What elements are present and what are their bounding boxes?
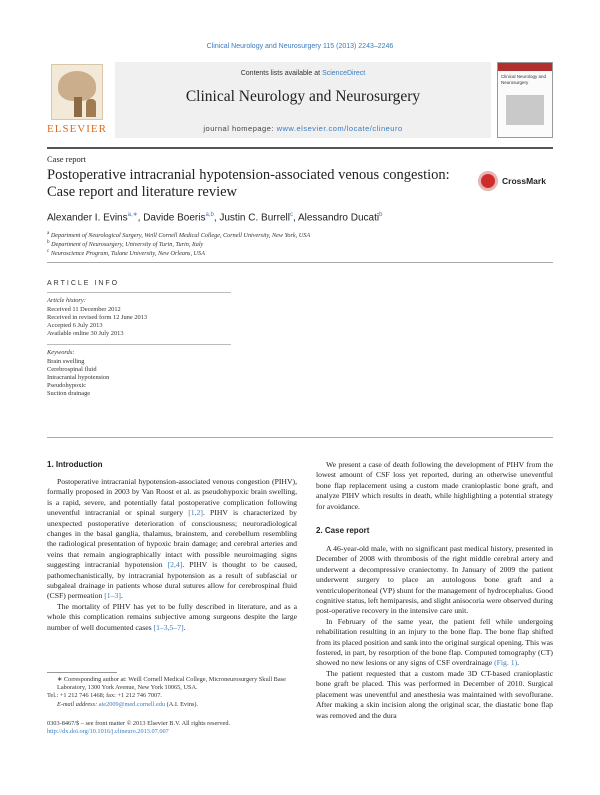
article-type: Case report	[47, 154, 86, 164]
journal-banner	[115, 62, 491, 138]
elsevier-logo[interactable]	[47, 62, 107, 138]
homepage-prefix: journal homepage:	[203, 124, 277, 133]
keyword: Pseudohypoxic	[47, 382, 87, 389]
footnote-divider	[47, 672, 117, 673]
contents-line	[115, 70, 491, 77]
case-paragraph: In February of the same year, the patient fell while undergoing rehabilitation resulting in an injury to the bone flap. The bone flap shifted from its placed position and sank into the original surgical opening. This was fostered, in part, by resorption of the bone flap. Computed tomography (CT) showed no new lesions or any signs of CSF overdrainage (Fig. 1).	[316, 616, 553, 668]
footnote-line: ∗ Corresponding author at: Weill Cornell Medical College, Microneurosurgery Skull Base Laboratory, 1300 York Avenue, New York 10065, USA.	[57, 676, 286, 692]
journal-homepage	[115, 124, 491, 133]
crossmark-badge[interactable]	[478, 171, 554, 193]
affiliation-divider	[47, 262, 553, 263]
paper-title: Postoperative intracranial hypotension-associated venous congestion: Case report and literature review	[47, 167, 450, 200]
right-column-intro	[316, 460, 553, 512]
author-sup[interactable]: a,b	[205, 212, 214, 218]
crossmark-label: CrossMark	[502, 176, 546, 186]
header-divider	[47, 147, 553, 149]
keyword: Suction drainage	[47, 390, 91, 397]
affiliation: $^c$ Neuroscience Program, Tulane University, New Orleans, USA	[47, 248, 205, 258]
reference-link[interactable]: [1–3,5–7]	[153, 622, 184, 632]
author-sup[interactable]: a,∗	[127, 212, 138, 218]
footnote-email: E-mail address: aie2009@med.cornell.edu (A.I. Evins).	[57, 700, 199, 708]
keyword: Brain swelling	[47, 358, 85, 365]
journal-header	[47, 62, 553, 142]
homepage-link[interactable]: www.elsevier.com/locate/clineuro	[276, 124, 403, 133]
cover-strip	[498, 63, 552, 71]
history-label: Article history:	[47, 297, 86, 304]
reference-link[interactable]: [1,2]	[188, 508, 203, 518]
history-item: Received in revised form 12 June 2013	[47, 314, 148, 321]
case-paragraph: The patient requested that a custom made 3D CT-based cranioplastic bone graft be placed. This was performed in December of 2010. Surgical placement was uneventful and anesthesia was maintained with sevoflurane. After making a skin incision along the original scar, the diastatic bone flap was removed and the dura	[316, 668, 553, 720]
contents-prefix: Contents lists available at	[240, 70, 323, 77]
author-list: Alexander I. Evins$^{a,∗}$, Davide Boeris$^{a,b}$, Justin C. Burrell$^c$, Alessandro Ducati$^b$	[47, 212, 383, 224]
journal-cover-thumbnail[interactable]	[497, 62, 553, 138]
doi-link[interactable]: http://dx.doi.org/10.1016/j.clineuro.2013.07.007	[47, 728, 169, 736]
history-item: Received 11 December 2012	[47, 306, 121, 313]
history-item: Available online 30 July 2013	[47, 330, 124, 337]
author-sup[interactable]: c	[289, 212, 293, 218]
intro-heading: 1. Introduction	[47, 460, 103, 469]
reference-link[interactable]: [1–3]	[104, 591, 121, 601]
sciencedirect-link[interactable]: ScienceDirect	[322, 70, 366, 77]
keyword: Intracranial hypotension	[47, 374, 110, 381]
reference-link[interactable]: [2,4]	[167, 560, 183, 570]
author-sup[interactable]: b	[379, 212, 383, 218]
publisher-name: ELSEVIER	[47, 123, 107, 135]
corresponding-author-footnote	[47, 676, 297, 709]
section-divider	[47, 437, 553, 438]
intro-paragraph: Postoperative intracranial hypotension-associated venous congestion (PIHV), formally proposed in 2003 by Van Roost et al. as pseudohypoxic brain swelling, is a rapid, severe, and potentially fatal postoperative complication following uneventful intracranial or spinal surgery [1,2]. PIHV is characterized by unexpected postoperative deterioration of consciousness; neuroradiological changes in the basal ganglia, thalamus, brainstem, and cerebellum resembling the radiological presentation of hypoxic brain damage; and cerebral arteries and veins that remain angiographically intact with possible neuroimaging signs suggesting intracranial hypotension [2,4]. PIHV is thought to be caused, pathomechanistically, by intracranial hypotension as a result of subfascial or subgaleal drainage in patients whose dural sutures allow for cerebrospinal fluid (CSF) permeation [1–3].	[47, 477, 297, 601]
journal-citation[interactable]: Clinical Neurology and Neurosurgery 115 (2013) 2243–2246	[206, 43, 394, 50]
article-info-heading: ARTICLE INFO	[47, 280, 120, 287]
intro-body	[47, 477, 297, 633]
cover-image	[506, 95, 544, 125]
keyword: Cerebrospinal fluid	[47, 366, 97, 373]
author-name[interactable]: Davide Boeris	[143, 212, 206, 224]
issn-line: 0303-8467/$ – see front matter © 2013 Elsevier B.V. All rights reserved.	[47, 720, 231, 727]
keywords-label: Keywords:	[47, 349, 75, 356]
author-name[interactable]: Justin C. Burrell	[219, 212, 290, 224]
intro-paragraph: We present a case of death following the development of PIHV from the lowest amount of CSF loss yet reported, during an otherwise uneventful bone flap replacement using a custom made cranioplastic bone graft, and analyze PIHV which results in death, while highlighting a potential strategy for avoidance.	[316, 460, 553, 511]
author-name[interactable]: Alessandro Ducati	[297, 212, 380, 224]
author-name[interactable]: Alexander I. Evins	[47, 212, 128, 224]
case-report-body	[316, 544, 553, 721]
email-link[interactable]: aie2009@med.cornell.edu	[98, 700, 166, 708]
case-paragraph: A 46-year-old male, with no significant past medical history, presented in December of 2008 with thrombosis of the right middle cerebral artery and underwent a decompressive craniectomy. In January of 2009 the patient underwent surgery to place an autologous bone graft and a ventriculoperitoneal (VP) shunt for the management of hydrocephalus. Good cognitive status, left hemiparesis, and slight anisocoria were observed during post-operative recovery in the intensive care unit.	[316, 544, 553, 616]
article-info-divider	[47, 292, 231, 293]
affiliation: $^b$ Department of Neurosurgery, University of Turin, Turin, Italy	[47, 239, 204, 249]
copyright-block	[47, 720, 347, 737]
elsevier-tree-icon	[51, 64, 103, 120]
history-item: Accepted 6 July 2013	[47, 322, 103, 329]
footnote-line: Tel.: +1 212 746 1468; fax: +1 212 746 7007.	[47, 692, 162, 700]
crossmark-icon	[478, 171, 498, 191]
figure-link[interactable]: (Fig. 1)	[494, 658, 518, 668]
cover-title: Clinical Neurology and Neurosurgery	[501, 74, 547, 85]
keywords-divider	[47, 344, 231, 345]
intro-paragraph: The mortality of PIHV has yet to be fully described in literature, and as a whole this complication remains subjective among surgeons despite the large number of well documented cases [1–3,5–7].	[47, 601, 297, 632]
case-report-heading: 2. Case report	[316, 526, 370, 535]
journal-title: Clinical Neurology and Neurosurgery	[185, 88, 421, 105]
affiliation: $^a$ Department of Neurological Surgery, Weill Cornell Medical College, Cornell University, New York, USA	[47, 230, 311, 240]
